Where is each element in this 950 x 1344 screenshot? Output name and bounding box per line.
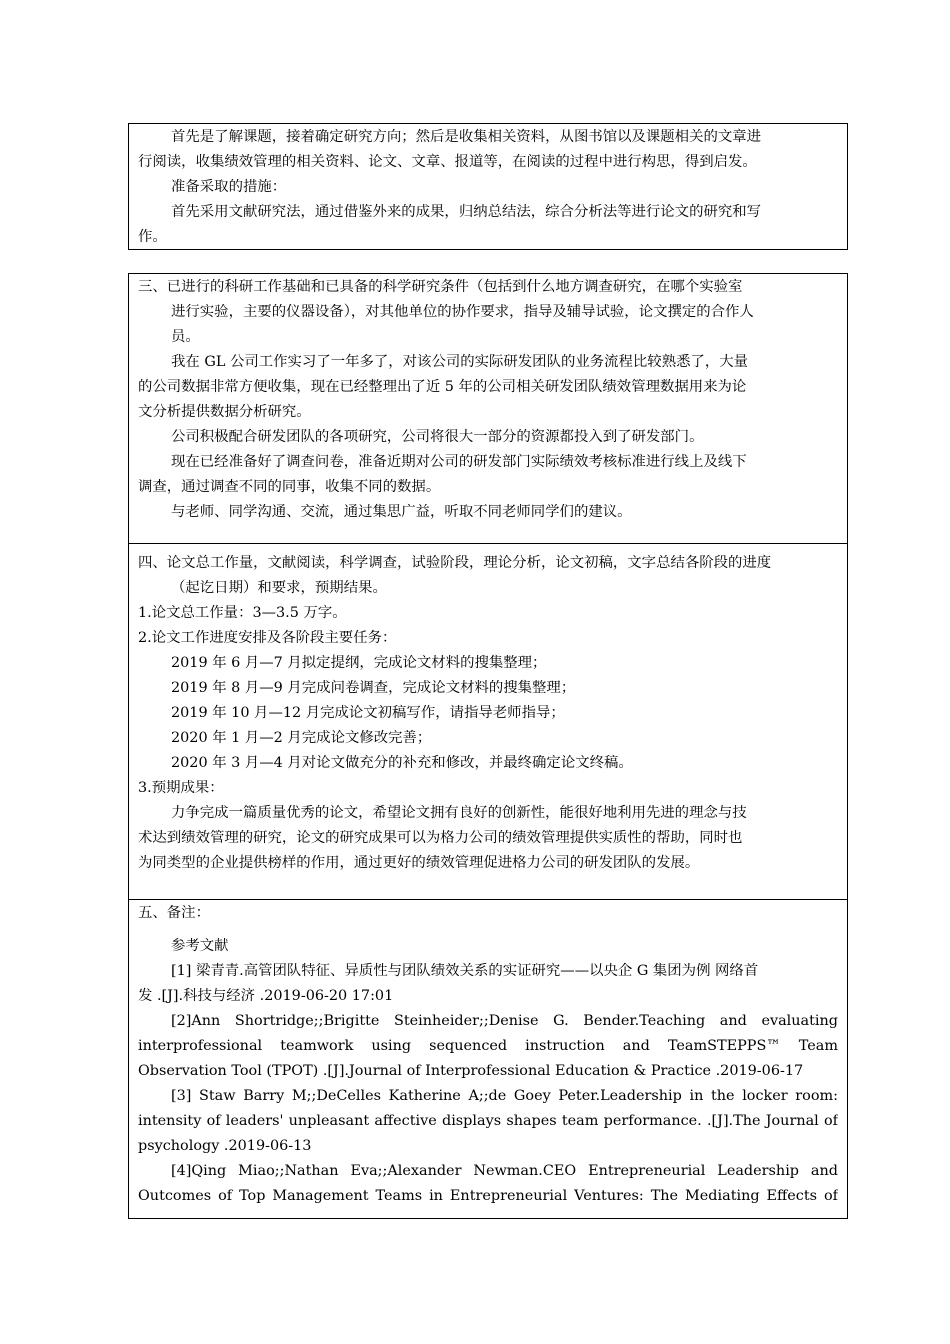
section-3-heading: 进行实验，主要的仪器设备），对其他单位的协作要求，指导及辅导试验，论文撰定的合作人: [171, 304, 754, 320]
paragraph-line: 公司积极配合研发团队的各项研究，公司将很大一部分的资源都投入到了研发部门。: [171, 429, 704, 445]
reference-line: [4]Qing Miao;;Nathan Eva;;Alexander Newman.CEO Entrepreneurial Leadership and: [171, 1163, 838, 1179]
paragraph-line: 行阅读，收集绩效管理的相关资料、论文、文章、报道等，在阅读的过程中进行构思，得到启发。: [138, 154, 757, 170]
section-5: [129, 901, 847, 1209]
reference-line: intensity of leaders' unpleasant affective displays shapes team performance. .[J].The Journal of: [138, 1113, 838, 1129]
schedule-item: 2019 年 8 月—9 月完成问卷调查，完成论文材料的搜集整理；: [171, 680, 576, 696]
paragraph-line: 与老师、同学沟通、交流，通过集思广益，听取不同老师同学们的建议。: [171, 504, 632, 520]
section-3: [129, 275, 847, 525]
paragraph-line: 准备采取的措施：: [171, 179, 287, 195]
paragraph-line: 现在已经准备好了调查问卷，准备近期对公司的研发部门实际绩效考核标准进行线上及线下: [171, 454, 747, 470]
reference-line: [3] Staw Barry M;;DeCelles Katherine A;;de Goey Peter.Leadership in the locker room:: [171, 1088, 838, 1104]
schedule-item: 2019 年 10 月—12 月完成论文初稿写作，请指导老师指导；: [171, 705, 565, 721]
list-item: 3.预期成果：: [138, 780, 224, 796]
references-title: 参考文献: [171, 938, 229, 954]
section-3-heading: 员。: [171, 329, 200, 345]
research-method-box: [128, 123, 848, 250]
section-5-heading: 五、备注：: [138, 905, 210, 921]
section-divider: [129, 543, 847, 544]
paragraph-line: 首先是了解课题，接着确定研究方向；然后是收集相关资料，从图书馆以及课题相关的文章进: [171, 129, 762, 145]
paragraph-line: 作。: [138, 229, 167, 245]
list-item: 2.论文工作进度安排及各阶段主要任务：: [138, 630, 397, 646]
section-3-heading: 三、已进行的科研工作基础和已具备的科学研究条件（包括到什么地方调查研究，在哪个实验室: [138, 279, 743, 295]
paragraph-line: 术达到绩效管理的研究，论文的研究成果可以为格力公司的绩效管理提供实质性的帮助，同时也: [138, 830, 743, 846]
section-divider: [129, 899, 847, 900]
reference-line: Observation Tool (TPOT) .[J].Journal of Interprofessional Education & Practice .2019-06-17: [138, 1063, 804, 1079]
paragraph-line: 的公司数据非常方便收集，现在已经整理出了近 5 年的公司相关研发团队绩效管理数据用来为论: [138, 379, 747, 395]
reference-line: interprofessional teamwork using sequenced instruction and TeamSTEPPS™ Team: [138, 1038, 838, 1054]
reference-line: psychology .2019-06-13: [138, 1138, 312, 1154]
paragraph-line: 调查，通过调查不同的同事，收集不同的数据。: [138, 479, 441, 495]
schedule-item: 2020 年 1 月—2 月完成论文修改完善；: [171, 730, 432, 746]
section-4: [129, 551, 847, 876]
paragraph-line: 首先采用文献研究法，通过借鉴外来的成果，归纳总结法，综合分析法等进行论文的研究和写: [171, 204, 762, 220]
reference-line: Outcomes of Top Management Teams in Entrepreneurial Ventures: The Mediating Effects of: [138, 1188, 838, 1204]
list-item: 1.论文总工作量：3—3.5 万字。: [138, 605, 347, 621]
schedule-item: 2019 年 6 月—7 月拟定提纲，完成论文材料的搜集整理；: [171, 655, 547, 671]
schedule-item: 2020 年 3 月—4 月对论文做充分的补充和修改，并最终确定论文终稿。: [171, 755, 633, 771]
paragraph-line: 我在 GL 公司工作实习了一年多了，对该公司的实际研发团队的业务流程比较熟悉了，大量: [171, 354, 749, 370]
section-4-heading: 四、论文总工作量，文献阅读，科学调查，试验阶段，理论分析，论文初稿，文字总结各阶段的进度: [138, 555, 772, 571]
section-4-heading: （起讫日期）和要求，预期结果。: [171, 580, 387, 596]
proposal-table: [128, 273, 848, 1219]
paragraph-line: 文分析提供数据分析研究。: [138, 404, 311, 420]
reference-line: [1] 梁青青.高管团队特征、异质性与团队绩效关系的实证研究——以央企 G 集团为例 网络首: [171, 963, 759, 979]
paragraph-line: 为同类型的企业提供榜样的作用，通过更好的绩效管理促进格力公司的研发团队的发展。: [138, 855, 700, 871]
paragraph-line: 力争完成一篇质量优秀的论文，希望论文拥有良好的创新性，能很好地利用先进的理念与技: [171, 805, 747, 821]
reference-line: 发 .[J].科技与经济 .2019-06-20 17:01: [138, 988, 394, 1004]
reference-line: [2]Ann Shortridge;;Brigitte Steinheider;;Denise G. Bender.Teaching and evaluating: [171, 1013, 838, 1029]
